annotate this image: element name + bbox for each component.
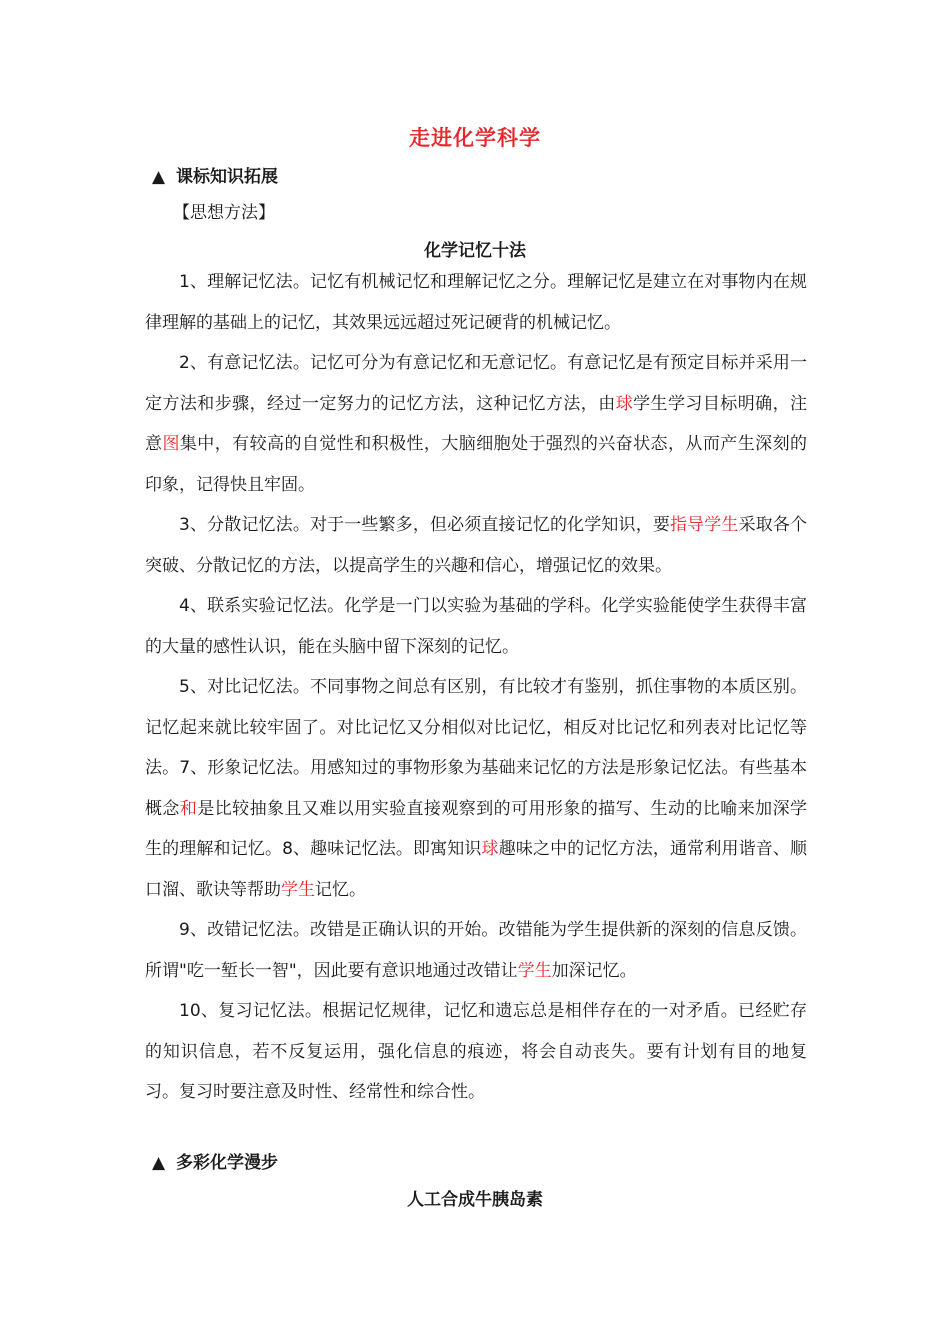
paragraph-text: 记忆。 [315,879,366,900]
article-body [145,262,807,1113]
highlighted-text: 学生 [517,960,552,981]
paragraph-text: 1、理解记忆法。记忆有机械记忆和理解记忆之分。理解记忆是建立在对事物内在规律理解的基础上的记忆，其效果远远超过死记硬背的机械记忆。 [145,272,807,333]
paragraph-text: 3、分散记忆法。对于一些繁多，但必须直接记忆的化学知识，要 [179,515,670,535]
paragraph-text: 是比较抽象且又难以用实验直接观察到的可用形象的描写、生动的比喻来加深学生的理解和记忆。8、趣味记忆法。即寓知识 [145,798,808,859]
paragraph-1 [145,262,807,343]
triangle-icon: ▲ [152,1153,166,1173]
paragraph-text: 2、有意记忆法。记忆可分为有意记忆和无意记忆。有意记忆是有预定目标并采用一定方法和步骤，经过一定努力的记忆方法，这种记忆方法，由 [145,353,807,414]
paragraph-3 [145,505,807,586]
document-title: 走进化学科学 [409,126,541,150]
section-heading-label: 多彩化学漫步 [176,1153,278,1173]
paragraph-text: 采取各个突破、分散记忆的方法，以提高学生的兴趣和信心，增强记忆的效果。 [145,515,807,576]
paragraph-text: 集中，有较高的自觉性和积极性，大脑细胞处于强烈的兴奋状态，从而产生深刻的印象，记得快且牢固。 [145,434,808,495]
highlighted-text: 球 [481,839,499,859]
paragraph-text: 10、复习记忆法。根据记忆规律，记忆和遗忘总是相伴存在的一对矛盾。已经贮存的知识信息，若不反复运用，强化信息的痕迹，将会自动丧失。要有计划有目的地复习。复习时要注意及时性、经常性和综合性。 [145,1001,807,1102]
triangle-icon: ▲ [152,167,166,187]
paragraph-text: 学生学习目标明确，注意 [145,393,808,454]
paragraph-text: 趣味之中的记忆方法，通常利用谐音、顺口溜、歌诀等帮助 [145,839,808,900]
paragraph-6 [145,910,807,991]
section-heading-curriculum [152,162,278,187]
highlighted-text: 指导学生 [669,515,739,535]
article-title-insulin: 人工合成牛胰岛素 [407,1190,543,1210]
section-heading-label: 课标知识拓展 [176,167,278,187]
paragraph-4 [145,586,807,667]
highlighted-text: 和 [179,798,198,819]
highlighted-text: 学生 [281,879,315,900]
paragraph-text: 加深记忆。 [551,960,637,981]
highlighted-text: 球 [615,393,634,414]
paragraph-text: 5、对比记忆法。不同事物之间总有区别，有比较才有鉴别，抓住事物的本质区别。记忆起来就比较牢固了。对比记忆又分相似对比记忆，相反对比记忆和列表对比记忆等法。7、形象记忆法。用感知过的事物形象为基础来记忆的方法是形象记忆法。有些基本概念 [145,677,807,819]
paragraph-text: 4、联系实验记忆法。化学是一门以实验为基础的学科。化学实验能使学生获得丰富的大量的感性认识，能在头脑中留下深刻的记忆。 [145,596,807,657]
highlighted-text: 图 [162,434,180,454]
paragraph-text: 9、改错记忆法。改错是正确认识的开始。改错能为学生提供新的深刻的信息反馈。所谓"吃一堑长一智"，因此要有意识地通过改错让 [145,920,807,981]
article-title-memory-methods: 化学记忆十法 [424,241,526,261]
section-heading-chemistry-stroll [152,1148,278,1173]
paragraph-7 [145,991,807,1113]
paragraph-2 [145,343,807,505]
thinking-method-label: 【思想方法】 [173,203,275,223]
paragraph-5 [145,667,807,910]
